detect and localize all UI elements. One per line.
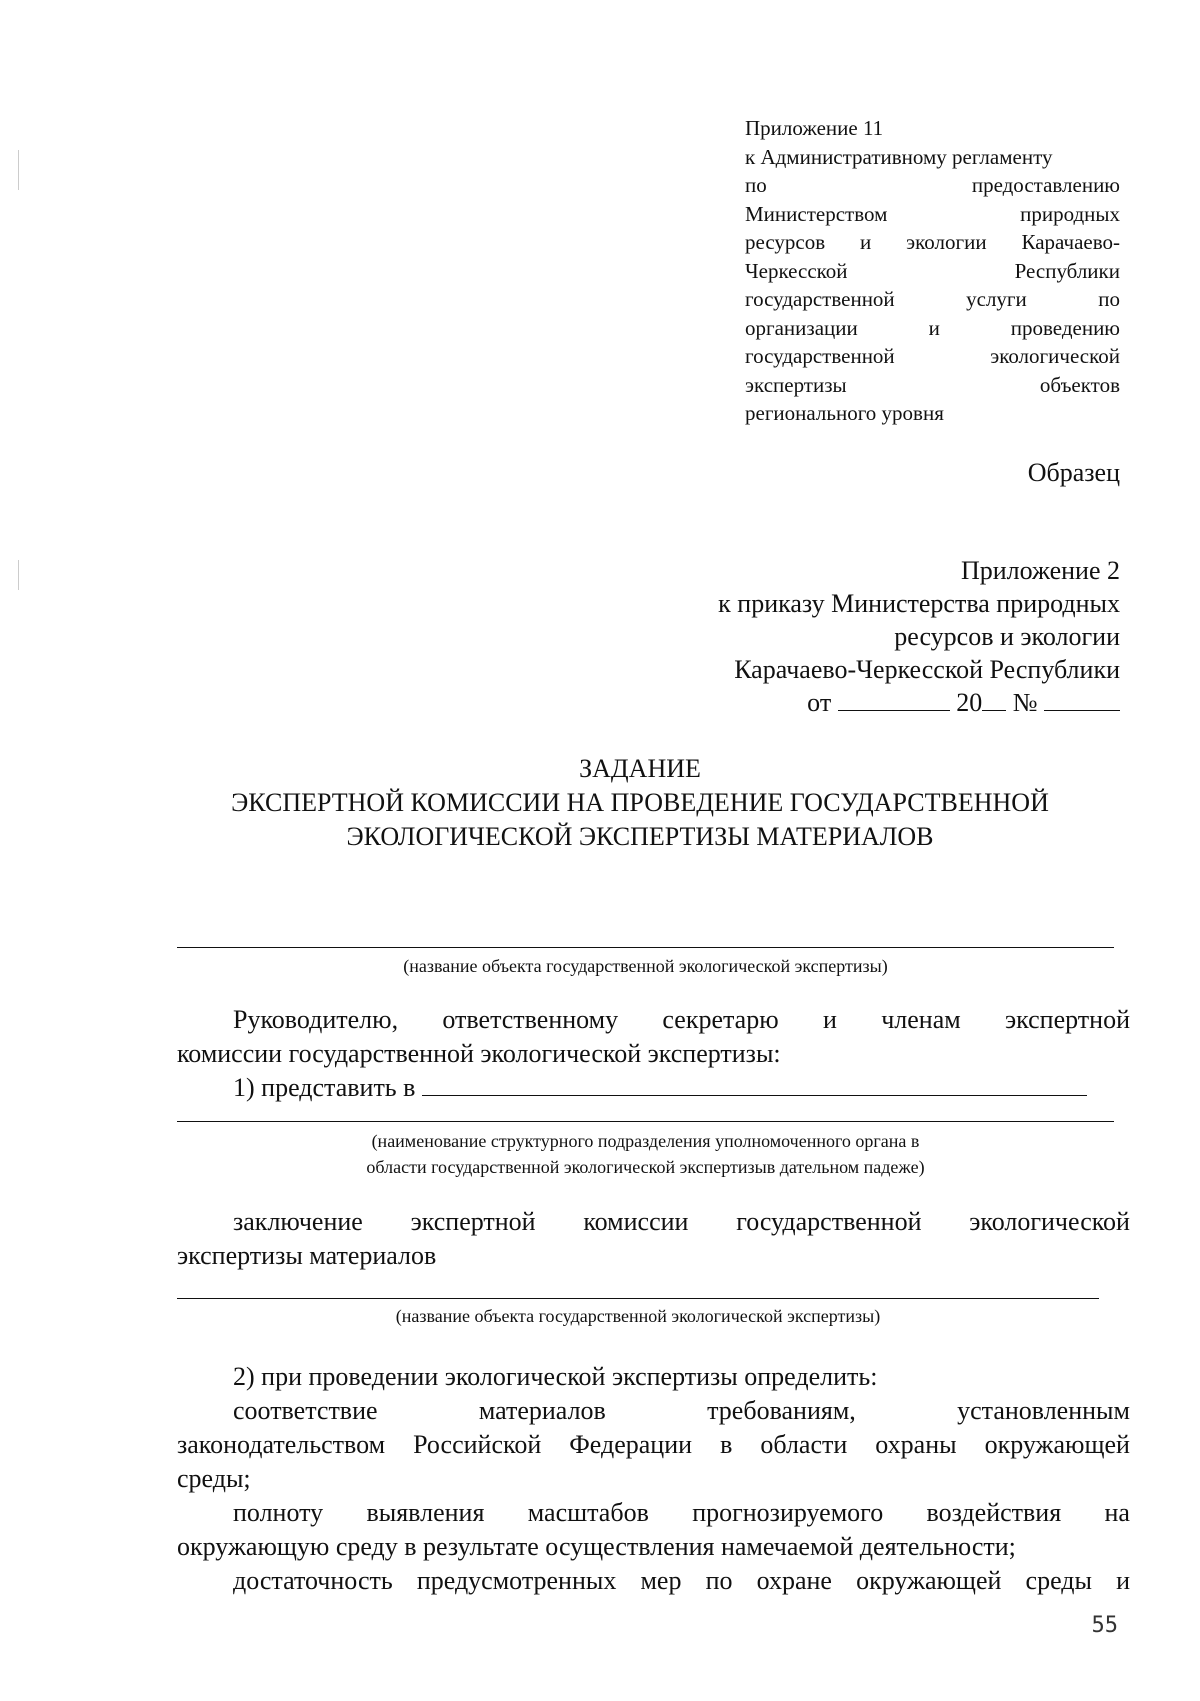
- word: по: [705, 1566, 733, 1595]
- appendix-11-line: [745, 171, 1120, 200]
- appendix-11-line: [745, 257, 1120, 286]
- word: по: [1098, 287, 1120, 311]
- title-line: ЗАДАНИЕ: [579, 754, 701, 783]
- word: Карачаево-: [1021, 230, 1120, 254]
- word: Федерации: [569, 1430, 693, 1459]
- year-prefix: 20: [956, 688, 983, 717]
- object-name-caption-2: (название объекта государственной экологической экспертизы): [395, 1306, 881, 1326]
- subdivision-blank-line: [177, 1121, 1114, 1122]
- scan-edge-mark: [18, 560, 19, 590]
- text-line: [177, 1003, 1130, 1037]
- text-line: [177, 1428, 1130, 1462]
- word: воздействия: [926, 1498, 1062, 1527]
- word: ресурсов: [745, 230, 826, 254]
- word: по: [745, 173, 767, 197]
- word: экспертизы: [745, 372, 847, 397]
- word: достаточность: [233, 1566, 393, 1595]
- order-date-line: [718, 686, 1120, 719]
- word: государственной: [745, 344, 895, 368]
- text-line: [177, 1496, 1130, 1530]
- appendix-2-line: Приложение 2: [960, 556, 1120, 585]
- number-sign: №: [1012, 688, 1038, 717]
- appendix-11-block: [745, 114, 1120, 428]
- date-blank: [838, 688, 950, 711]
- word: Министерством: [745, 201, 888, 226]
- text-line: окружающую среду в результате осуществления намечаемой деятельности;: [177, 1532, 1016, 1561]
- word: Республики: [1014, 258, 1120, 283]
- word: ответственному: [442, 1005, 619, 1034]
- appendix-11-line: [745, 228, 1120, 257]
- word: на: [1104, 1498, 1130, 1527]
- word: объектов: [1039, 372, 1120, 397]
- word: материалов: [478, 1396, 606, 1425]
- appendix-2-line: Карачаево-Черкесской Республики: [734, 655, 1120, 684]
- subdivision-blank: [422, 1073, 1087, 1096]
- text-line: [177, 1394, 1130, 1428]
- appendix-2-line: к приказу Министерства природных: [718, 589, 1120, 618]
- word: соответствие: [233, 1396, 378, 1425]
- number-blank: [1044, 688, 1120, 711]
- word: и: [928, 315, 940, 340]
- word: природных: [1020, 201, 1120, 226]
- item-1-label: 1) представить в: [233, 1073, 416, 1102]
- word: окружающей: [984, 1430, 1130, 1459]
- word: комиссии: [583, 1207, 689, 1236]
- word: предоставлению: [971, 173, 1120, 197]
- text-line: комиссии государственной экологической экспертизы:: [177, 1039, 781, 1068]
- word: прогнозируемого: [692, 1498, 884, 1527]
- word: требованиям,: [707, 1396, 856, 1425]
- word: экологической: [990, 344, 1120, 368]
- appendix-2-block: [718, 554, 1120, 719]
- appendix-11-line: [745, 200, 1120, 229]
- text-line: экспертизы материалов: [177, 1241, 437, 1270]
- title-line: ЭКСПЕРТНОЙ КОМИССИИ НА ПРОВЕДЕНИЕ ГОСУДАРСТВЕННОЙ: [231, 788, 1049, 817]
- appendix-11-line: регионального уровня: [745, 401, 944, 425]
- date-prefix: от: [807, 688, 832, 717]
- appendix-11-line: [745, 371, 1120, 400]
- scan-edge-mark: [18, 150, 19, 190]
- conclusion-paragraph: [177, 1205, 1130, 1273]
- word: полноту: [233, 1498, 324, 1527]
- appendix-11-line: [745, 314, 1120, 343]
- word: экспертной: [410, 1207, 536, 1236]
- subdivision-caption: [177, 1128, 1114, 1180]
- item-2-paragraph: [177, 1360, 1130, 1598]
- word: заключение: [233, 1207, 363, 1236]
- appendix-11-line: [745, 285, 1120, 314]
- word: мер: [640, 1566, 682, 1595]
- addressees-paragraph: [177, 1003, 1130, 1105]
- object-name-blank: [177, 947, 1114, 948]
- appendix-11-line: к Административному регламенту: [745, 144, 1053, 169]
- caption-line: (наименование структурного подразделения уполномоченного органа в: [371, 1131, 920, 1151]
- sample-label: Образец: [1027, 458, 1120, 487]
- word: Руководителю,: [233, 1005, 399, 1034]
- word: законодательством: [177, 1430, 386, 1459]
- appendix-2-line: ресурсов и экологии: [894, 622, 1120, 651]
- text-line: 2) при проведении экологической экспертизы определить:: [233, 1362, 878, 1391]
- text-line: [177, 1564, 1130, 1598]
- word: проведению: [1010, 315, 1120, 340]
- word: членам: [881, 1005, 961, 1034]
- appendix-11-line: Приложение 11: [745, 116, 884, 140]
- word: области: [760, 1430, 848, 1459]
- word: Российской: [413, 1430, 542, 1459]
- item-1-line: [177, 1071, 1130, 1105]
- text-line: среды;: [177, 1464, 251, 1493]
- object-name-blank-2: [177, 1298, 1099, 1299]
- word: установленным: [957, 1396, 1130, 1425]
- word: Черкесской: [745, 258, 848, 283]
- word: экологии: [906, 230, 987, 254]
- word: окружающей: [856, 1566, 1002, 1595]
- word: предусмотренных: [416, 1566, 617, 1595]
- word: организации: [745, 315, 858, 340]
- word: масштабов: [527, 1498, 649, 1527]
- text-line: [177, 1205, 1130, 1239]
- caption-line: области государственной экологической экспертизыв дательном падеже): [366, 1157, 925, 1177]
- word: и: [1116, 1566, 1130, 1595]
- title-line: ЭКОЛОГИЧЕСКОЙ ЭКСПЕРТИЗЫ МАТЕРИАЛОВ: [346, 822, 934, 851]
- word: государственной: [745, 287, 895, 311]
- word: охраны: [875, 1430, 957, 1459]
- word: и: [860, 230, 872, 254]
- year-blank: [982, 688, 1006, 711]
- word: государственной: [736, 1207, 922, 1236]
- word: среды: [1025, 1566, 1092, 1595]
- document-title: [150, 752, 1130, 854]
- word: экспертной: [1005, 1005, 1130, 1034]
- object-name-caption: (название объекта государственной экологической экспертизы): [403, 956, 888, 976]
- word: и: [822, 1005, 837, 1034]
- word: услуги: [966, 287, 1027, 311]
- appendix-11-line: [745, 342, 1120, 371]
- word: секретарю: [662, 1005, 779, 1034]
- page-number: 55: [1091, 1613, 1118, 1638]
- word: экологической: [969, 1207, 1130, 1236]
- word: выявления: [366, 1498, 485, 1527]
- word: в: [720, 1430, 733, 1459]
- word: охране: [756, 1566, 832, 1595]
